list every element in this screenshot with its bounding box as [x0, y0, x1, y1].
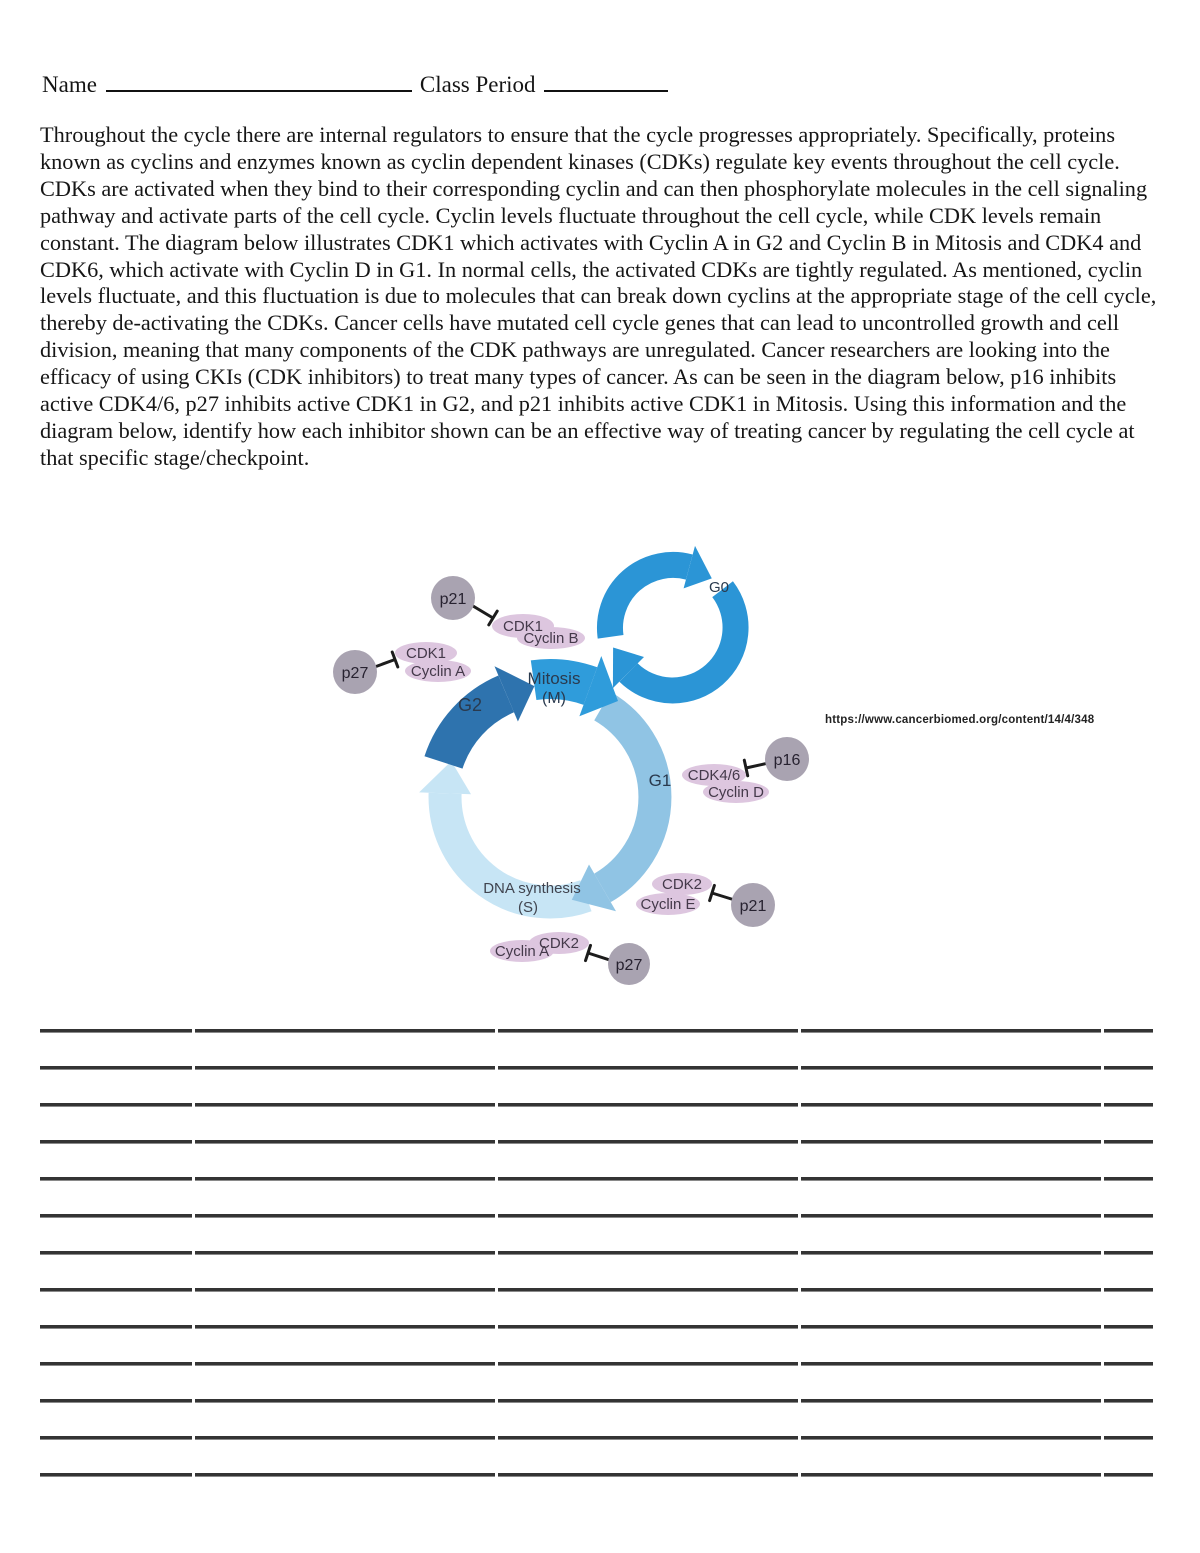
answer-line-segment: [498, 1214, 798, 1217]
answer-line-segment: [1104, 1103, 1153, 1106]
answer-line-segment: [1104, 1140, 1153, 1143]
answer-line-segment: [195, 1103, 495, 1106]
answer-line-segment: [801, 1103, 1101, 1106]
answer-line-segment: [1104, 1214, 1153, 1217]
answer-line-segment: [498, 1140, 798, 1143]
answer-line-segment: [1104, 1288, 1153, 1291]
answer-line-segment: [1104, 1029, 1153, 1032]
answer-line-segment: [498, 1251, 798, 1254]
answer-line-segment: [801, 1066, 1101, 1069]
answer-line: [40, 1288, 1155, 1291]
p16-g1-inhibition-connector: [744, 760, 765, 776]
answer-line: [40, 1140, 1155, 1143]
answer-lines: [40, 1029, 1155, 1510]
answer-line-segment: [498, 1103, 798, 1106]
p21-s-inhibition-connector: [710, 885, 733, 900]
name-blank: [106, 70, 412, 92]
p21-s-label: p21: [739, 898, 767, 915]
answer-line-segment: [195, 1399, 495, 1402]
answer-line-segment: [801, 1177, 1101, 1180]
answer-line: [40, 1362, 1155, 1365]
mitosis-sub-label: (M): [542, 690, 566, 707]
answer-line-segment: [498, 1436, 798, 1439]
answer-line-segment: [1104, 1066, 1153, 1069]
answer-line: [40, 1103, 1155, 1106]
p27-s-label: p27: [615, 957, 643, 974]
p27-g2-label: p27: [341, 665, 369, 682]
cyclin-e-label: Cyclin E: [640, 896, 696, 913]
answer-line: [40, 1399, 1155, 1402]
answer-line: [40, 1177, 1155, 1180]
cdk1-g2-label: CDK1: [405, 645, 447, 662]
g0-arrow-top: [610, 565, 689, 637]
answer-line-segment: [40, 1251, 192, 1254]
answer-line: [40, 1029, 1155, 1032]
answer-line-segment: [1104, 1362, 1153, 1365]
p21-mitosis-label: p21: [439, 591, 467, 608]
answer-line-segment: [498, 1473, 798, 1476]
answer-line-segment: [801, 1473, 1101, 1476]
answer-line-segment: [195, 1066, 495, 1069]
cyclin-a-s-label: Cyclin A: [494, 943, 550, 960]
answer-line-segment: [195, 1436, 495, 1439]
answer-line-segment: [498, 1325, 798, 1328]
answer-line: [40, 1214, 1155, 1217]
answer-line-segment: [195, 1029, 495, 1032]
answer-line-segment: [40, 1140, 192, 1143]
cell-cycle-svg: [330, 545, 1150, 1015]
answer-line-segment: [801, 1399, 1101, 1402]
answer-line-segment: [195, 1214, 495, 1217]
answer-line-segment: [1104, 1473, 1153, 1476]
answer-line-segment: [801, 1362, 1101, 1365]
g0-label: G0: [708, 579, 730, 596]
answer-line-segment: [801, 1251, 1101, 1254]
p16-g1-label: p16: [773, 752, 801, 769]
cdk2-s-bottom-label: CDK2: [538, 935, 580, 952]
cdk46-label: CDK4/6: [687, 767, 741, 784]
cyclin-d-label: Cyclin D: [708, 784, 764, 801]
class-period-label: Class Period: [419, 72, 536, 97]
answer-line-segment: [40, 1362, 192, 1365]
answer-line: [40, 1066, 1155, 1069]
source-url: https://www.cancerbiomed.org/content/14/4/348: [825, 714, 1095, 726]
cyclin-b-label: Cyclin B: [523, 630, 579, 647]
answer-line-segment: [801, 1214, 1101, 1217]
answer-line-segment: [40, 1436, 192, 1439]
answer-line-segment: [498, 1066, 798, 1069]
g1-arrow: [603, 706, 655, 888]
answer-line: [40, 1436, 1155, 1439]
answer-line-segment: [40, 1066, 192, 1069]
answer-line-segment: [195, 1473, 495, 1476]
answer-line-segment: [195, 1251, 495, 1254]
answer-line-segment: [195, 1177, 495, 1180]
answer-line-segment: [801, 1140, 1101, 1143]
answer-line-segment: [498, 1177, 798, 1180]
answer-line-segment: [1104, 1436, 1153, 1439]
p21-mitosis-inhibition-connector: [473, 606, 497, 625]
answer-line-segment: [801, 1029, 1101, 1032]
answer-line-segment: [195, 1288, 495, 1291]
intro-paragraph: Throughout the cycle there are internal regulators to ensure that the cycle progresses appropriately. Specifically, proteins known as cyclins and enzymes known as cyclin dependent kinases (CDKs) regulate key events throughout the cell cycle. CDKs are activated when they bind to their corresponding cyclin and can then phosphorylate molecules in the cell signaling pathway and activate parts of the cell cycle. Cyclin levels fluctuate throughout the cell cycle, while CDK levels remain constant. The diagram below illustrates CDK1 which activates with Cyclin A in G2 and Cyclin B in Mitosis and CDK4 and CDK6, which activate with Cyclin D in G1. In normal cells, the activated CDKs are tightly regulated. As mentioned, cyclin levels fluctuate, and this fluctuation is due to molecules that can break down cyclins at the appropriate stage of the cell cycle, thereby de-activating the CDKs. Cancer cells have mutated cell cycle genes that can lead to uncontrolled growth and cell division, meaning that many components of the CDK pathways are unregulated. Cancer researchers are looking into the efficacy of using CKIs (CDK inhibitors) to treat many types of cancer. As can be seen in the diagram below, p16 inhibits active CDK4/6, p27 inhibits active CDK1 in G2, and p21 inhibits active CDK1 in Mitosis. Using this information and the diagram below, identify how each inhibitor shown can be an effective way of treating cancer by regulating the cell cycle at that specific stage/checkpoint.: [40, 122, 1157, 470]
answer-line: [40, 1251, 1155, 1254]
header: [42, 70, 668, 98]
cell-cycle-diagram: [330, 545, 1150, 1015]
answer-line-segment: [40, 1103, 192, 1106]
g0-arrow-bottom: [629, 589, 736, 690]
answer-line-segment: [195, 1325, 495, 1328]
answer-line-segment: [801, 1325, 1101, 1328]
p27-s-inhibition-connector: [586, 945, 609, 960]
answer-line-segment: [1104, 1399, 1153, 1402]
g2-label: G2: [457, 695, 483, 715]
cyclin-a-g2-label: Cyclin A: [410, 663, 466, 680]
answer-line: [40, 1473, 1155, 1476]
answer-line-segment: [40, 1288, 192, 1291]
answer-line-segment: [40, 1214, 192, 1217]
answer-line: [40, 1325, 1155, 1328]
answer-line-segment: [498, 1362, 798, 1365]
answer-line-segment: [195, 1140, 495, 1143]
answer-line-segment: [195, 1362, 495, 1365]
cdk2-s-right-label: CDK2: [661, 876, 703, 893]
cdk1-mitosis-label: CDK1: [502, 618, 544, 635]
answer-line-segment: [801, 1288, 1101, 1291]
s-phase-label: DNA synthesis: [483, 880, 581, 897]
answer-line-segment: [40, 1399, 192, 1402]
name-label: Name: [42, 72, 97, 97]
g1-label: G1: [648, 771, 672, 790]
class-period-blank: [544, 70, 668, 92]
answer-line-segment: [498, 1029, 798, 1032]
p27-g2-inhibition-connector: [376, 652, 398, 667]
answer-line-segment: [40, 1473, 192, 1476]
answer-line-segment: [498, 1399, 798, 1402]
answer-line-segment: [498, 1288, 798, 1291]
answer-line-segment: [1104, 1251, 1153, 1254]
answer-line-segment: [40, 1177, 192, 1180]
answer-line-segment: [1104, 1177, 1153, 1180]
answer-line-segment: [801, 1436, 1101, 1439]
s-phase-sub-label: (S): [518, 899, 538, 916]
answer-line-segment: [1104, 1325, 1153, 1328]
mitosis-label: Mitosis: [527, 669, 581, 688]
answer-line-segment: [40, 1029, 192, 1032]
answer-line-segment: [40, 1325, 192, 1328]
